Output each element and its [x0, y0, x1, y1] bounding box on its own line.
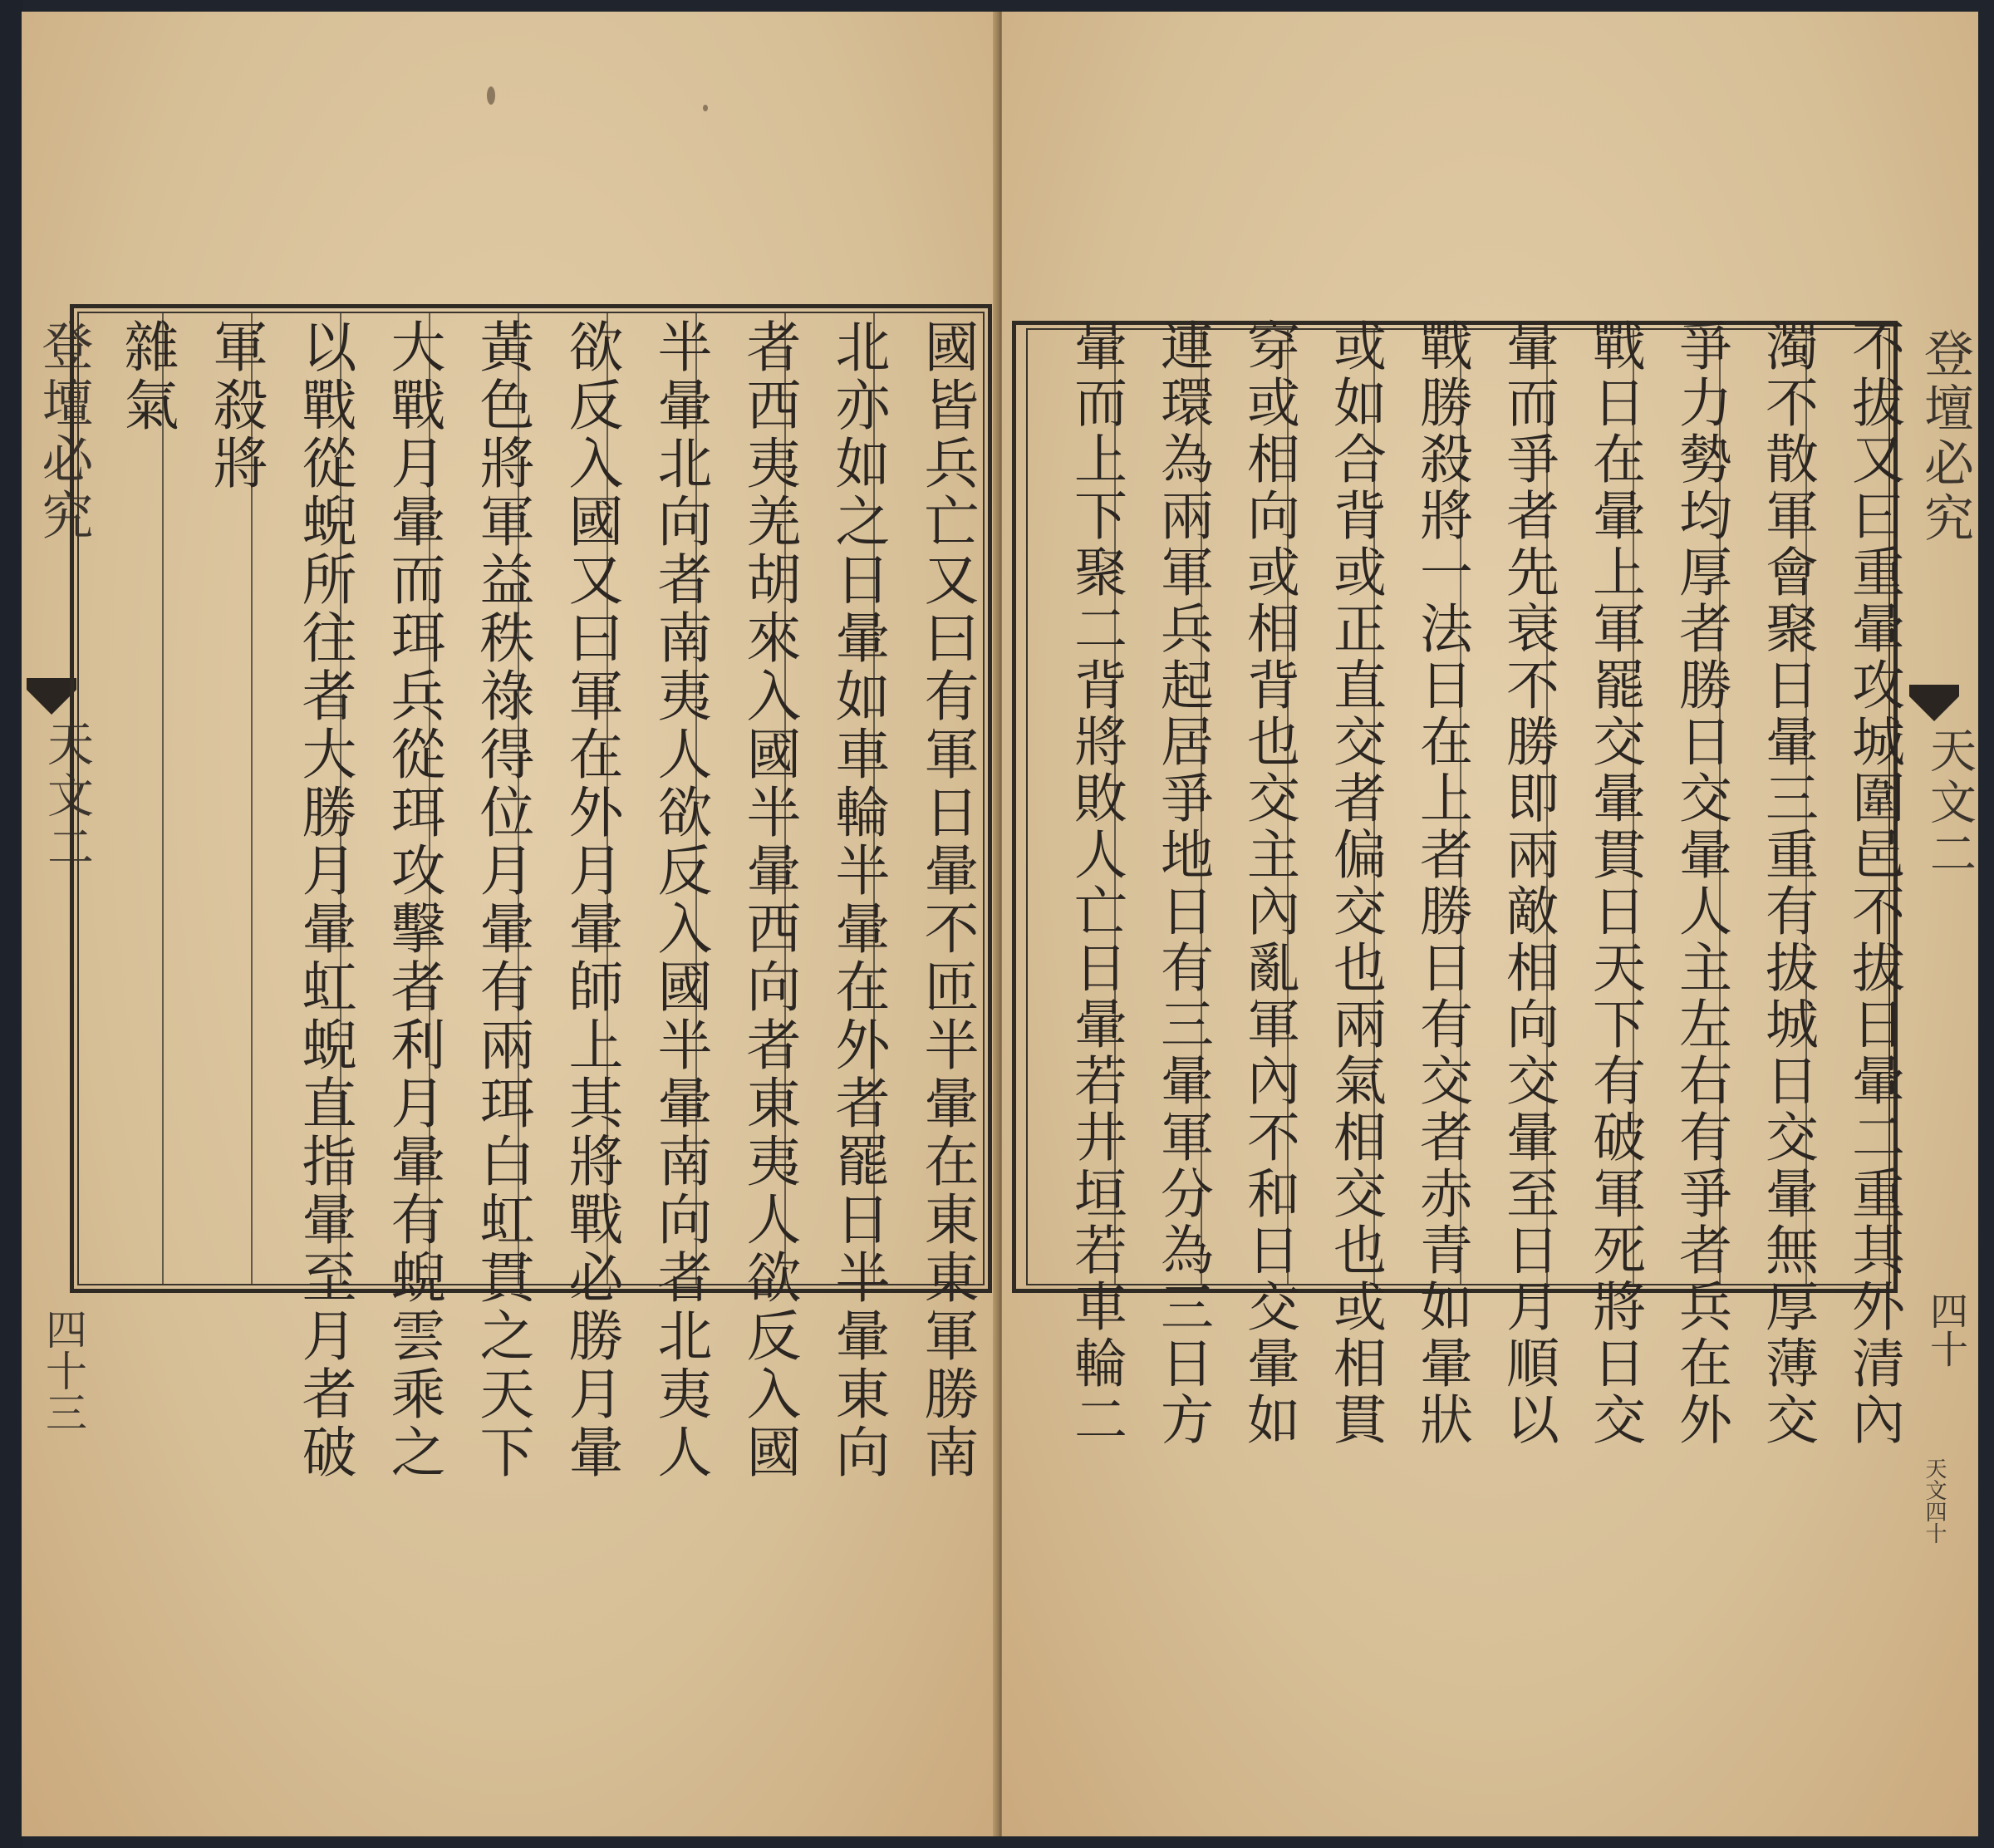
text-column: 黃色將軍益秩祿得位月暈有兩珥白虹貫之天下	[470, 318, 534, 1482]
ink-speck	[487, 86, 495, 105]
text-column: 戰日在暈上軍罷交暈貫日天下有破軍死將日交	[1584, 318, 1645, 1448]
text-column: 國皆兵亡又曰有軍日暈不匝半暈在東東軍勝南	[915, 318, 979, 1482]
left-margin-title: 登壇必究	[33, 319, 94, 545]
right-margin-folio-note: 天文四十	[1922, 1457, 1947, 1544]
right-margin-folio: 四十	[1924, 1291, 1969, 1368]
text-column: 者西夷羌胡來入國半暈西向者東夷人欲反入國	[737, 318, 801, 1482]
left-inner-frame	[77, 312, 985, 1482]
left-margin-section: 天文二	[40, 720, 94, 874]
text-column: 爭力勢均厚者勝日交暈人主左右有爭者兵在外	[1670, 318, 1731, 1448]
text-column: 不拔又曰重暈攻城圍邑不拔日暈二重其外清內	[1843, 318, 1904, 1448]
page-edge-strip	[0, 0, 23, 1848]
text-column: 半暈北向者南夷人欲反入國半暈南向者北夷人	[648, 318, 712, 1482]
right-margin-title: 登壇必究	[1916, 327, 1974, 547]
text-column: 大戰月暈而珥兵從珥攻擊者利月暈有蜺雲乘之	[381, 318, 445, 1482]
right-margin-section: 天文二	[1923, 726, 1977, 881]
right-text-frame	[1012, 318, 1904, 1448]
text-column: 以戰從蜺所往者大勝月暈虹蜺直指暈至月者破	[292, 318, 356, 1482]
text-column: 欲反入國又曰軍在外月暈師上其將戰必勝月暈	[559, 318, 623, 1482]
text-column: 戰勝殺將一法日在上者勝日有交者赤青如暈狀	[1411, 318, 1472, 1448]
text-column: 連環為兩軍兵起居爭地日有三暈軍分為三日方	[1152, 318, 1213, 1448]
right-inner-frame	[1026, 318, 1904, 1448]
text-column: 暈而爭者先衰不勝即兩敵相向交暈至日月順以	[1497, 318, 1559, 1448]
ink-speck	[703, 105, 708, 111]
text-column: 穿或相向或相背也交主內亂軍內不和日交暈如	[1238, 318, 1299, 1448]
text-column: 軍殺將	[204, 318, 268, 493]
text-column: 濁不散軍會聚日暈三重有拔城日交暈無厚薄交	[1756, 318, 1818, 1448]
fishtail-mark	[27, 678, 76, 715]
left-text-frame	[70, 304, 992, 1482]
text-column: 暈而上下聚二背將敗人亡日暈若井垣若車輪二	[1065, 318, 1127, 1448]
left-margin-folio: 四十三	[39, 1308, 87, 1433]
text-column: 北亦如之日暈如車輪半暈在外者罷日半暈東向	[826, 318, 890, 1482]
text-column: 雜氣	[115, 318, 179, 435]
left-page	[22, 12, 998, 1836]
right-page	[1002, 12, 1978, 1836]
fishtail-mark	[1909, 685, 1959, 721]
text-column: 或如合背或正直交者偏交也兩氣相交也或相貫	[1324, 318, 1386, 1448]
